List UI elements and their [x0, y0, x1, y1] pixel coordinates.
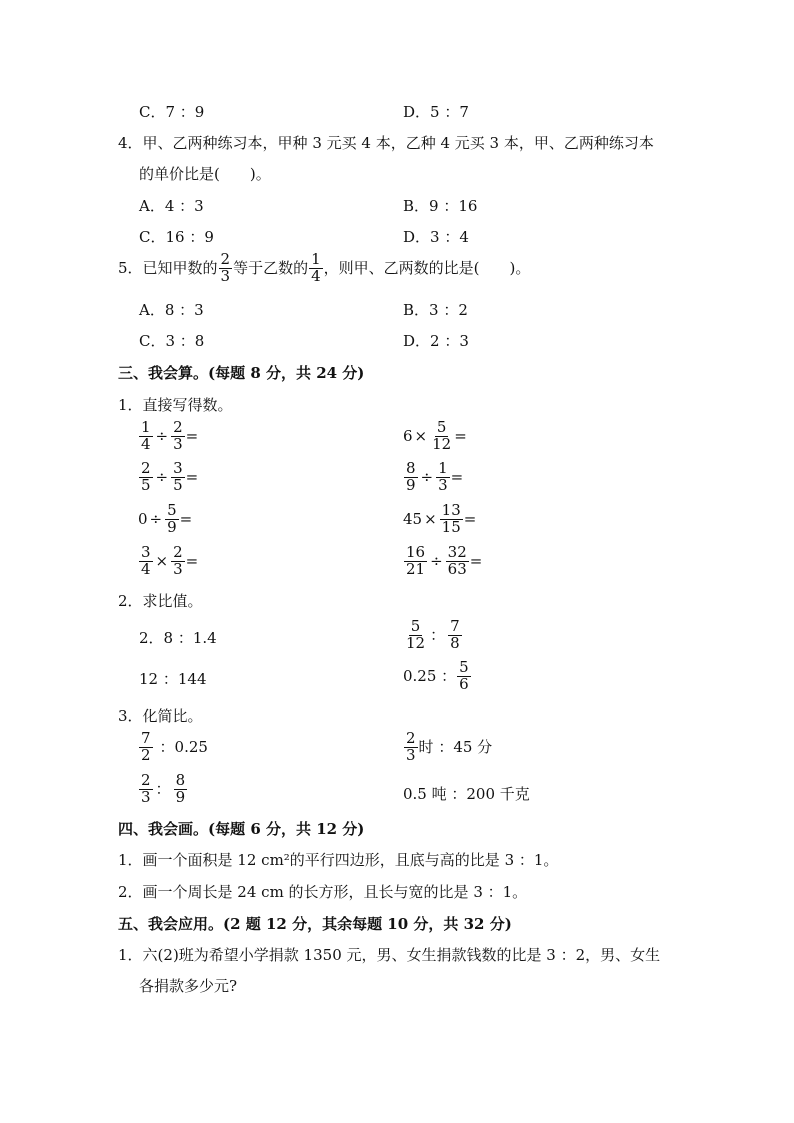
q5-suffix: ，则甲、乙两数的比是( )。	[323, 259, 531, 278]
section3-part3-heading: 3．化简比。	[118, 707, 203, 725]
simplify-4: 0.5 吨 ：200 千克	[403, 785, 530, 803]
q4-stem-line1: 4．甲、乙两种练习本，甲种 3 元买 4 本，乙种 4 元买 3 本，甲、乙两种练习本	[118, 134, 654, 152]
calc-expression-2: 6 × $\frac{5}{12}$ =	[403, 418, 467, 453]
q4-option-b: B．9 ：16	[403, 197, 478, 215]
q5-fraction-2: $\frac{1}{4}$	[311, 250, 321, 285]
section5-question-1-line1: 1．六(2)班为希望小学捐款 1350 元，男、女生捐款钱数的比是 3 ：2，男、女生	[118, 946, 661, 964]
calc-expression-5: 0 ÷ $\frac{5}{9}$ =	[138, 501, 193, 536]
q5-prefix: 5．已知甲数的	[118, 259, 218, 278]
calc-expression-8: $\frac{16}{21}$ ÷ $\frac{32}{63}$ =	[406, 543, 483, 578]
ratio-3: 12 ：144	[139, 670, 207, 688]
section3-title: 三、我会算。(每题 8 分，共 24 分)	[118, 364, 365, 382]
q5-option-c: C．3 ：8	[139, 332, 205, 350]
q4-option-c: C．16 ：9	[139, 228, 214, 246]
q5-option-d: D．2 ：3	[403, 332, 469, 350]
calc-expression-1: $\frac{1}{4}$ ÷ $\frac{2}{3}$ =	[141, 418, 199, 453]
section4-question-2: 2．画一个周长是 24 cm 的长方形，且长与宽的比是 3 ：1。	[118, 883, 528, 901]
section3-part2-heading: 2．求比值。	[118, 592, 203, 610]
q4-option-d: D．3 ：4	[403, 228, 469, 246]
calc-expression-4: $\frac{8}{9}$ ÷ $\frac{1}{3}$ =	[406, 459, 464, 494]
section3-part1-heading: 1．直接写得数。	[118, 396, 233, 414]
q4-option-a: A．4 ：3	[139, 197, 204, 215]
section4-title: 四、我会画。(每题 6 分，共 12 分)	[118, 820, 365, 838]
q5-fraction-1: $\frac{2}{3}$	[220, 250, 231, 285]
simplify-2: $\frac{2}{3}$ 时 ：45 分	[406, 729, 493, 764]
calc-expression-7: $\frac{3}{4}$ × $\frac{2}{3}$ =	[141, 543, 199, 578]
q5-mid: 等于乙数的	[233, 259, 309, 278]
simplify-1: $\frac{7}{2}$ ：0.25	[141, 729, 208, 764]
section5-title: 五、我会应用。(2 题 12 分，其余每题 10 分，共 32 分)	[118, 915, 512, 933]
ratio-4: 0.25 ： $\frac{5}{6}$	[403, 658, 469, 693]
q3-option-d: D．5 ：7	[403, 103, 469, 121]
q5-stem	[118, 252, 530, 285]
calc-expression-6: 45 × $\frac{13}{15}$ =	[403, 501, 477, 536]
simplify-3: $\frac{2}{3}$ ： $\frac{8}{9}$	[141, 771, 186, 806]
ratio-2: $\frac{5}{12}$ ： $\frac{7}{8}$	[406, 617, 460, 652]
section5-question-1-line2: 各捐款多少元?	[139, 977, 238, 995]
calc-expression-3: $\frac{2}{5}$ ÷ $\frac{3}{5}$ =	[141, 459, 199, 494]
section4-question-1: 1．画一个面积是 12 cm²的平行四边形，且底与高的比是 3 ：1。	[118, 851, 559, 869]
q3-option-c: C．7 ：9	[139, 103, 205, 121]
q5-option-a: A．8 ：3	[139, 301, 204, 319]
q5-option-b: B．3 ：2	[403, 301, 468, 319]
ratio-1: 2．8 ：1.4	[139, 629, 217, 647]
q4-stem-line2: 的单价比是( )。	[139, 165, 271, 183]
